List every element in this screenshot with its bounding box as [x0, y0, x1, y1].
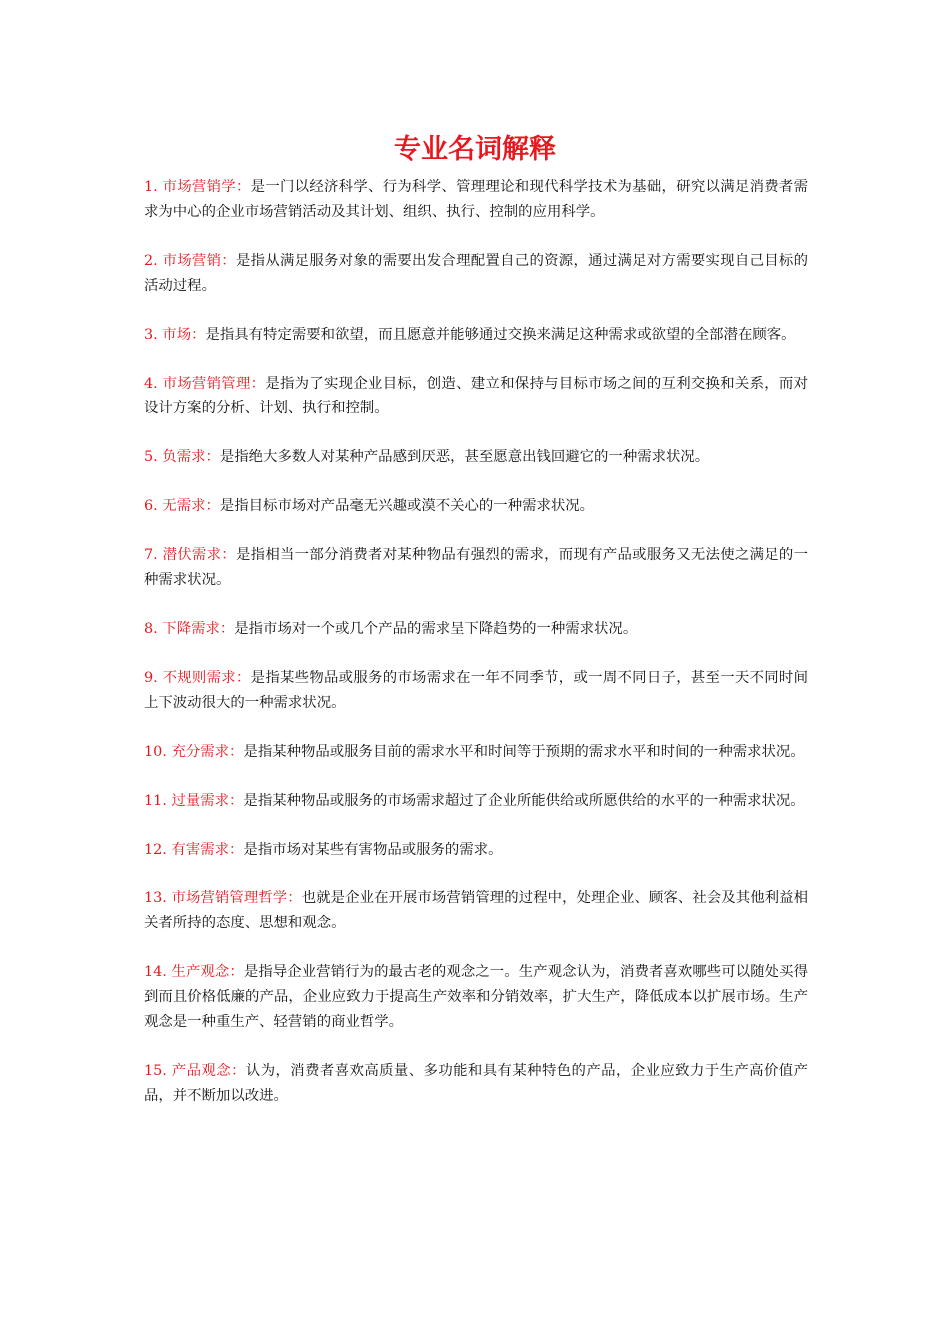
- glossary-list: [144, 175, 808, 1133]
- entry-definition: 是指某些物品或服务的市场需求在一年不同季节，或一周不同日子，甚至一天不同时间上下波动很大的一种需求状况。: [144, 669, 808, 711]
- glossary-entry: [144, 789, 808, 814]
- entry-definition: 是指相当一部分消费者对某种物品有强烈的需求，而现有产品或服务又无法使之满足的一种需求状况。: [144, 547, 808, 589]
- entry-term: 11. 过量需求：: [144, 792, 244, 809]
- entry-term: 14. 生产观念：: [144, 964, 244, 981]
- entry-definition: 是指市场对一个或几个产品的需求呈下降趋势的一种需求状况。: [234, 620, 638, 637]
- entry-definition: 是指某种物品或服务的市场需求超过了企业所能供给或所愿供给的水平的一种需求状况。: [243, 792, 805, 809]
- entry-term: 2. 市场营销：: [144, 252, 236, 269]
- glossary-entry: [144, 740, 808, 765]
- page-title: 专业名词解释: [394, 134, 556, 165]
- entry-definition: 认为，消费者喜欢高质量、多功能和具有某种特色的产品，企业应致力于生产高价值产品，并不断加以改进。: [144, 1062, 808, 1104]
- glossary-entry: [144, 960, 808, 1035]
- entry-term: 8. 下降需求：: [144, 620, 235, 637]
- entry-term: 6. 无需求：: [144, 498, 220, 515]
- entry-definition: 也就是企业在开展市场营销管理的过程中，处理企业、顾客、社会及其他利益相关者所持的态度、思想和观念。: [144, 890, 808, 932]
- glossary-entry: [144, 1059, 808, 1109]
- entry-term: 5. 负需求：: [144, 449, 220, 466]
- entry-term: 15. 产品观念：: [144, 1062, 246, 1079]
- glossary-entry: [144, 617, 808, 642]
- entry-definition: 是指绝大多数人对某种产品感到厌恶，甚至愿意出钱回避它的一种需求状况。: [219, 449, 710, 466]
- entry-definition: 是指从满足服务对象的需要出发合理配置自己的资源，通过满足对方需要实现自己目标的活动过程。: [144, 252, 808, 294]
- entry-definition: 是一门以经济科学、行为科学、管理理论和现代科学技术为基础，研究以满足消费者需求为中心的企业市场营销活动及其计划、组织、执行、控制的应用科学。: [144, 179, 808, 220]
- glossary-entry: [144, 249, 808, 299]
- entry-definition: 是指具有特定需要和欲望，而且愿意并能够通过交换来满足这种需求或欲望的全部潜在顾客。: [205, 326, 796, 343]
- glossary-entry: [144, 175, 808, 225]
- entry-term: 1. 市场营销学：: [144, 179, 251, 195]
- entry-term: 13. 市场营销管理哲学：: [144, 890, 302, 907]
- glossary-entry: [144, 494, 808, 519]
- entry-term: 9. 不规则需求：: [144, 669, 251, 686]
- entry-definition: 是指目标市场对产品毫无兴趣或漠不关心的一种需求状况。: [219, 498, 595, 515]
- entry-definition: 是指为了实现企业目标，创造、建立和保持与目标市场之间的互利交换和关系，而对设计方案的分析、计划、执行和控制。: [144, 375, 808, 417]
- glossary-entry: [144, 838, 808, 863]
- entry-term: 12. 有害需求：: [144, 841, 244, 858]
- glossary-entry: [144, 323, 808, 348]
- entry-term: 4. 市场营销管理：: [144, 375, 266, 392]
- glossary-entry: [144, 543, 808, 593]
- entry-term: 7. 潜伏需求：: [144, 547, 236, 564]
- glossary-entry: [144, 372, 808, 422]
- entry-definition: 是指某种物品或服务目前的需求水平和时间等于预期的需求水平和时间的一种需求状况。: [243, 743, 805, 760]
- entry-definition: 是指市场对某些有害物品或服务的需求。: [243, 841, 503, 858]
- glossary-entry: [144, 445, 808, 470]
- entry-term: 10. 充分需求：: [144, 743, 244, 760]
- glossary-entry: [144, 886, 808, 936]
- glossary-entry: [144, 666, 808, 716]
- entry-definition: 是指导企业营销行为的最古老的观念之一。生产观念认为，消费者喜欢哪些可以随处买得到而且价格低廉的产品，企业应致力于提高生产效率和分销效率，扩大生产，降低成本以扩展市场。生产观念是一种重生产、轻营销的商业哲学。: [144, 964, 808, 1031]
- entry-term: 3. 市场：: [144, 326, 206, 343]
